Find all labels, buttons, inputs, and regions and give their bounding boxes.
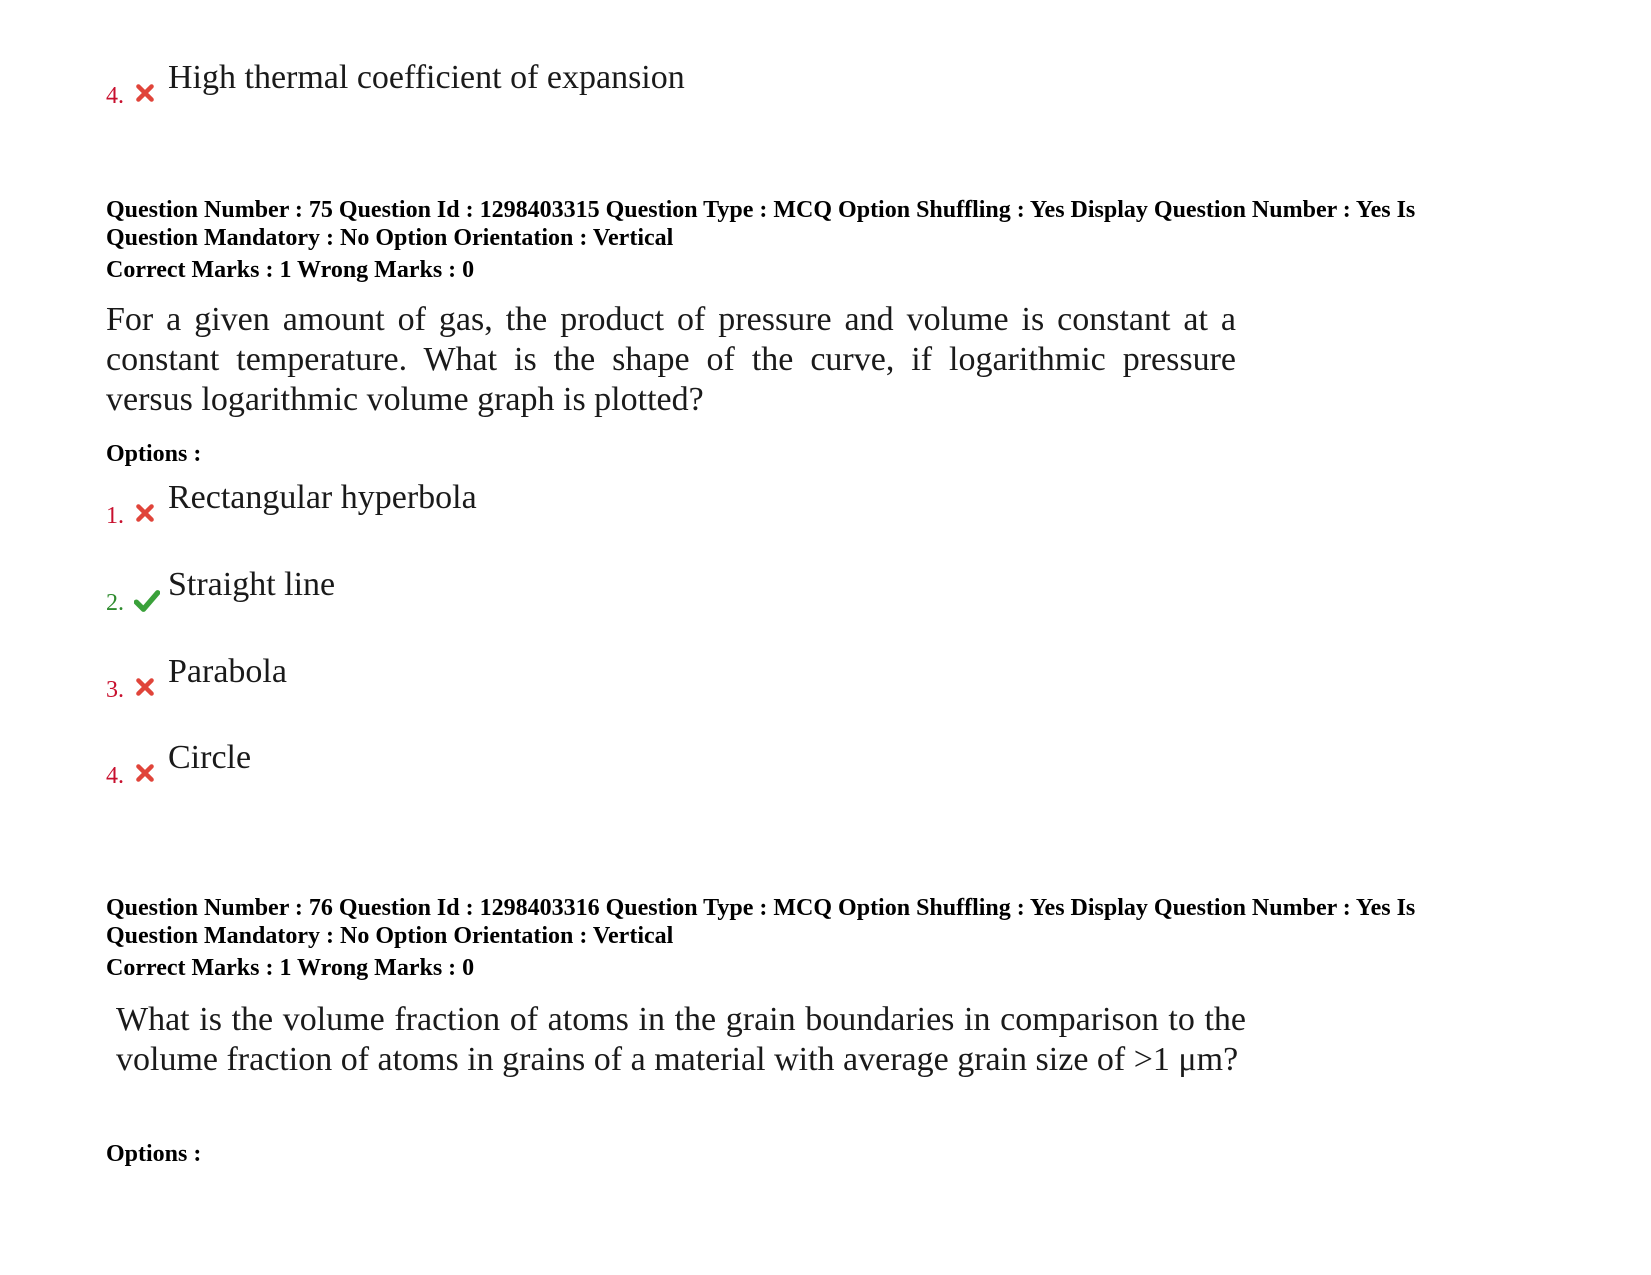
- question-text: What is the volume fraction of atoms in the grain boundaries in comparison to the volume fraction of atoms in grains of a material with average grain size of >1 μm?: [116, 1001, 1246, 1078]
- option-text: High thermal coefficient of expansion: [168, 59, 685, 96]
- option-number: 2.: [106, 590, 124, 616]
- question-marks: Correct Marks : 1 Wrong Marks : 0: [106, 955, 475, 981]
- check-icon: [134, 589, 160, 613]
- option-text: Straight line: [168, 566, 336, 603]
- cross-icon: [134, 502, 156, 524]
- option-row: [106, 58, 1006, 108]
- meta-line-2: Question Mandatory : No Option Orientation : Vertical: [106, 923, 674, 949]
- question-text: For a given amount of gas, the product of pressure and volume is constant at a constant temperature. What is the shape of the curve, if logarithmic pressure versus logarithmic volume graph is plotted?: [106, 301, 1236, 418]
- cross-icon: [134, 82, 156, 104]
- option-number: 1.: [106, 503, 124, 529]
- options-label: Options :: [106, 1141, 202, 1167]
- question-meta: [106, 894, 1506, 950]
- cross-icon: [134, 676, 156, 698]
- option-number: 4.: [106, 83, 124, 109]
- option-text: Rectangular hyperbola: [168, 479, 477, 516]
- option-text: Parabola: [168, 653, 287, 690]
- option-number: 4.: [106, 763, 124, 789]
- options-label: Options :: [106, 441, 202, 467]
- option-row: [106, 738, 1006, 788]
- option-number: 3.: [106, 677, 124, 703]
- option-text: Circle: [168, 739, 252, 776]
- meta-line-1: Question Number : 75 Question Id : 1298403315 Question Type : MCQ Option Shuffling : Yes Display Question Number : Yes Is: [106, 197, 1416, 223]
- question-marks: Correct Marks : 1 Wrong Marks : 0: [106, 257, 475, 283]
- option-row: [106, 478, 1006, 528]
- question-meta: [106, 196, 1506, 252]
- option-row: [106, 652, 1006, 702]
- meta-line-1: Question Number : 76 Question Id : 1298403316 Question Type : MCQ Option Shuffling : Yes Display Question Number : Yes Is: [106, 895, 1416, 921]
- meta-line-2: Question Mandatory : No Option Orientation : Vertical: [106, 225, 674, 251]
- option-row: [106, 565, 1006, 615]
- cross-icon: [134, 762, 156, 784]
